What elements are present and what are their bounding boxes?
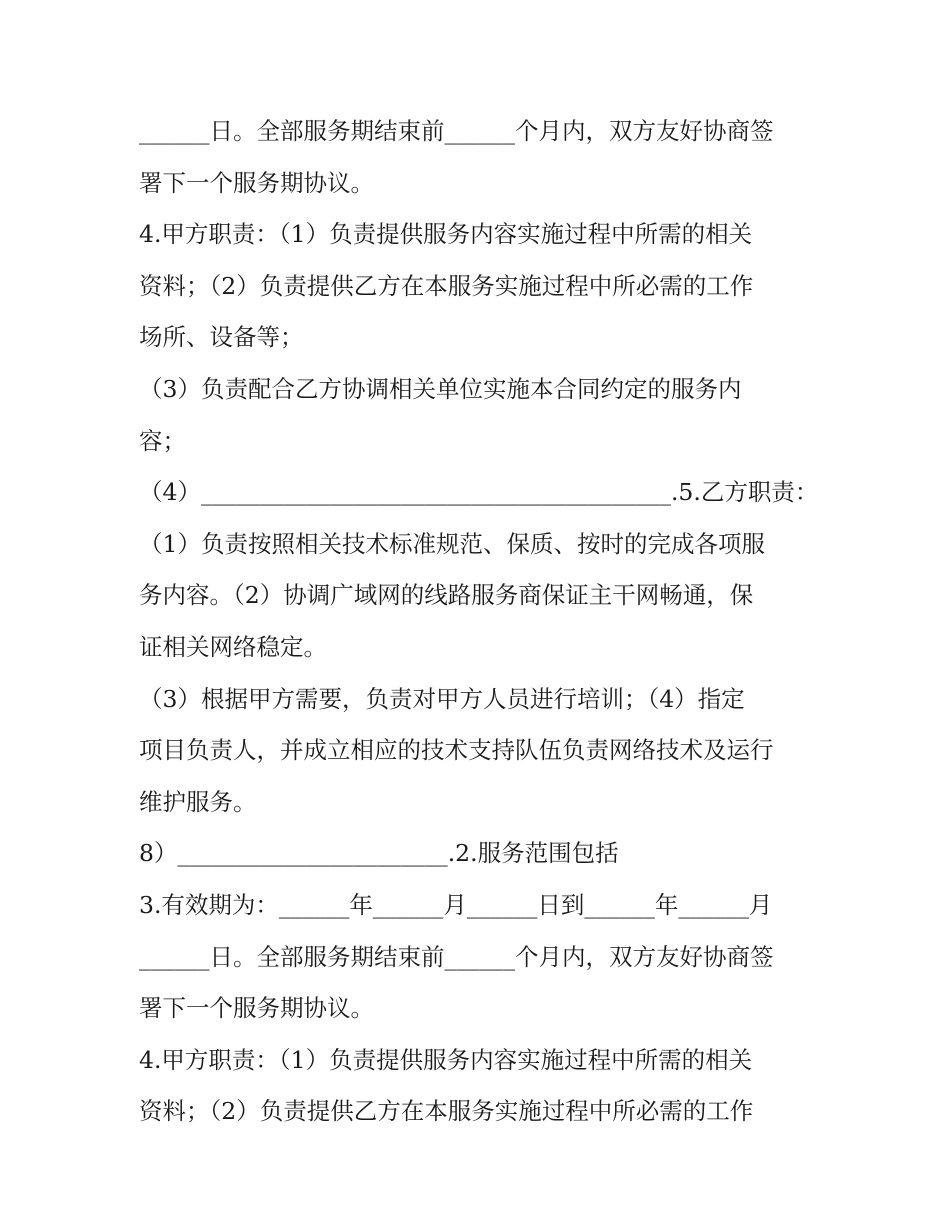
text-line: 8）_______________________.2.服务范围包括 (139, 839, 619, 868)
text-line: 署下一个服务期协议。 (139, 168, 374, 197)
text-line: ______日。全部服务期结束前______个月内，双方友好协商签 (139, 942, 774, 971)
text-line: 署下一个服务期协议。 (139, 994, 374, 1023)
text-line: 资料；（2）负责提供乙方在本服务实施过程中所必需的工作 (139, 1097, 754, 1126)
text-line: ______日。全部服务期结束前______个月内，双方友好协商签 (139, 117, 774, 145)
text-line: （3）负责配合乙方协调相关单位实施本合同约定的服务内 (139, 374, 742, 403)
text-line: 场所、设备等； (139, 323, 304, 352)
text-line: 项目负责人，并成立相应的技术支持队伍负责网络技术及运行 (139, 736, 774, 765)
text-line: （1）负责按照相关技术标准规范、保质、按时的完成各项服 (139, 529, 765, 558)
text-line: 务内容。（2）协调广域网的线路服务商保证主干网畅通，保 (139, 581, 754, 610)
text-line: 证相关网络稳定。 (139, 632, 327, 661)
text-line: 3.有效期为：______年______月______日到______年______月 (139, 890, 773, 919)
text-line: 资料；（2）负责提供乙方在本服务实施过程中所必需的工作 (139, 271, 754, 300)
text-line: 容； (139, 426, 186, 455)
contract-text-block (139, 106, 819, 1138)
text-line: 4.甲方职责：（1）负责提供服务内容实施过程中所需的相关 (139, 1045, 753, 1074)
text-line: （4）________________________________________.5.乙方职责： (139, 478, 819, 507)
text-line: 4.甲方职责：（1）负责提供服务内容实施过程中所需的相关 (139, 220, 753, 249)
text-line: （3）根据甲方需要，负责对甲方人员进行培训；（4）指定 (139, 684, 745, 713)
text-line: 维护服务。 (139, 787, 257, 816)
